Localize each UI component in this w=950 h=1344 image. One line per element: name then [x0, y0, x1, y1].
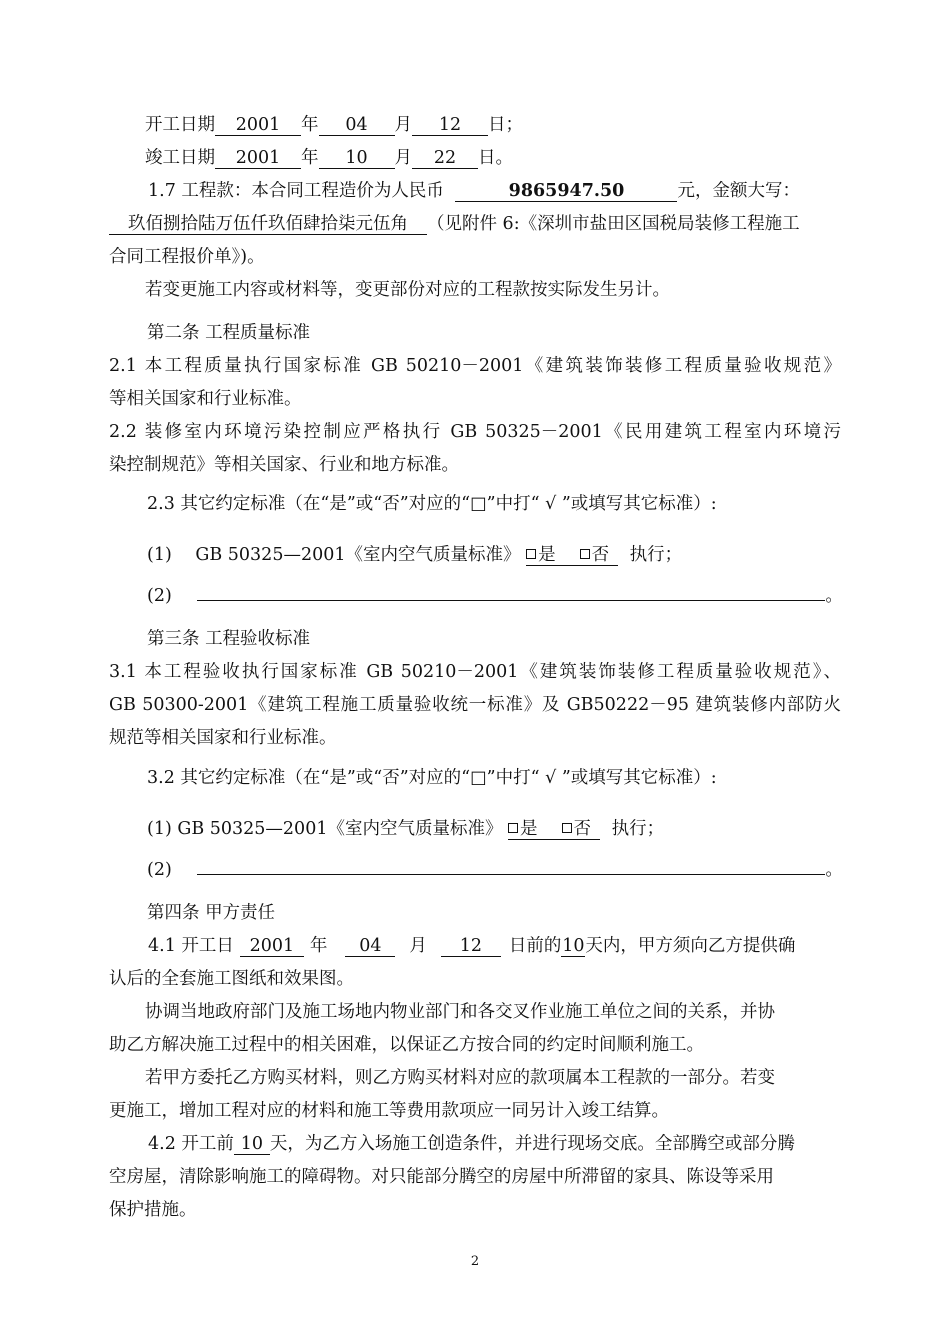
no-label: 否 — [591, 545, 610, 565]
article-3-title: 第三条 工程验收标准 — [147, 629, 311, 649]
article-4-title: 第四条 甲方责任 — [147, 903, 276, 923]
end-year: 2001 — [215, 149, 301, 169]
exec-label: 执行； — [611, 819, 665, 839]
contract-amount: 9865947.50 — [455, 182, 677, 202]
end-month: 10 — [319, 149, 395, 169]
start-day: 12 — [412, 116, 488, 136]
yes-no-choice — [508, 820, 600, 840]
yes-label: 是 — [538, 545, 556, 565]
start-year: 2001 — [240, 937, 304, 957]
clause-1-7-line1 — [148, 181, 800, 202]
entrust-line1: 若甲方委托乙方购买材料，则乙方购买材料对应的款项属本工程款的一部分。若变 — [145, 1068, 775, 1088]
yes-checkbox[interactable] — [508, 823, 518, 833]
no-checkbox[interactable] — [562, 823, 572, 833]
page-number: 2 — [470, 1254, 480, 1269]
month-char: 月 — [394, 115, 412, 135]
no-checkbox[interactable] — [580, 549, 590, 559]
start-month: 04 — [319, 116, 395, 136]
start-day: 12 — [441, 937, 501, 957]
item1-standard: GB 50325—2001《室内空气质量标准》 — [195, 545, 521, 565]
before-label: 日前的 — [508, 936, 562, 956]
month-char: 月 — [394, 148, 412, 168]
end-date-line — [145, 148, 513, 169]
start-date-label: 开工日期 — [145, 115, 215, 135]
period: 。 — [825, 860, 843, 880]
clause-2-2-line2: 染控制规范》等相关国家、行业和地方标准。 — [109, 455, 459, 475]
end-day-suffix: 日。 — [478, 148, 513, 168]
clause-2-2-line1: 2.2 装修室内环境污染控制应严格执行 GB 50325－2001《民用建筑工程室内环境污 — [109, 422, 841, 442]
clause-3-2-item1 — [147, 819, 664, 840]
period: 。 — [825, 586, 843, 606]
clause-3-2-item2 — [147, 860, 843, 880]
days-before-start: 10 — [234, 1135, 270, 1155]
clause-3-1-line3: 规范等相关国家和行业标准。 — [109, 728, 337, 748]
amount-in-words: 玖佰捌拾陆万伍仟玖佰肆拾柒元伍角 — [109, 215, 427, 235]
clause-3-1-line2: GB 50300-2001《建筑工程施工质量验收统一标准》及 GB50222－95 建筑装修内部防火 — [109, 695, 841, 715]
clause-3-2: 3.2 其它约定标准（在“是”或“否”对应的“□”中打“ √ ”或填写其它标准）: — [147, 768, 717, 788]
no-label: 否 — [573, 819, 592, 839]
clause-4-1-prefix: 4.1 开工日 — [148, 936, 234, 956]
clause-2-1-line2: 等相关国家和行业标准。 — [109, 389, 302, 409]
days-before: 10 — [562, 936, 585, 956]
yes-no-choice — [526, 546, 618, 566]
item-number: (2) — [147, 586, 172, 606]
clause-4-1-line2: 认后的全套施工图纸和效果图。 — [109, 969, 354, 989]
clause-1-7-prefix: 1.7 工程款：本合同工程造价为人民币 — [148, 181, 444, 201]
start-day-suffix: 日； — [488, 115, 523, 135]
clause-4-1-line1 — [148, 936, 795, 957]
clause-2-3: 2.3 其它约定标准（在“是”或“否”对应的“□”中打“ √ ”或填写其它标准）: — [147, 494, 717, 514]
yes-checkbox[interactable] — [526, 549, 536, 559]
clause-2-3-item1 — [147, 545, 682, 566]
end-day: 22 — [412, 149, 478, 169]
item2-blank[interactable] — [197, 599, 825, 601]
clause-2-1-line1: 2.1 本工程质量执行国家标准 GB 50210－2001《建筑装饰装修工程质量验收规范》 — [109, 356, 841, 376]
start-year: 2001 — [215, 116, 301, 136]
clause-4-2-rest: 天，为乙方入场施工创造条件，并进行现场交底。全部腾空或部分腾 — [269, 1134, 795, 1154]
item2-blank[interactable] — [197, 873, 825, 875]
article-2-title: 第二条 工程质量标准 — [147, 323, 311, 343]
clause-4-2-line2: 空房屋，清除影响施工的障碍物。对只能部分腾空的房屋中所滞留的家具、陈设等采用 — [109, 1167, 774, 1187]
year-char: 年 — [301, 115, 319, 135]
clause-4-2-line1 — [148, 1134, 795, 1155]
clause-4-2-line3: 保护措施。 — [109, 1200, 197, 1220]
clause-4-1-rest: 天内，甲方须向乙方提供确 — [585, 936, 796, 956]
item1-standard: (1) GB 50325—2001《室内空气质量标准》 — [147, 819, 503, 839]
year-char: 年 — [301, 148, 319, 168]
item-number: (2) — [147, 860, 172, 880]
clause-1-7-line3: 合同工程报价单》)。 — [109, 247, 265, 267]
yes-label: 是 — [520, 819, 538, 839]
end-date-label: 竣工日期 — [145, 148, 215, 168]
clause-1-7-line2 — [109, 214, 800, 235]
year-char: 年 — [309, 936, 328, 956]
change-paragraph: 若变更施工内容或材料等，变更部份对应的工程款按实际发生另计。 — [145, 280, 670, 300]
start-month: 04 — [345, 937, 395, 957]
clause-4-2-prefix: 4.2 开工前 — [148, 1134, 234, 1154]
clause-2-3-item2 — [147, 586, 843, 606]
item-number: (1) — [147, 545, 172, 565]
entrust-line2: 更施工，增加工程对应的材料和施工等费用款项应一同另计入竣工结算。 — [109, 1101, 669, 1121]
coordinate-line2: 助乙方解决施工过程中的相关困难，以保证乙方按合同的约定时间顺利施工。 — [109, 1035, 704, 1055]
coordinate-line1: 协调当地政府部门及施工场地内物业部门和各交叉作业施工单位之间的关系，并协 — [145, 1002, 775, 1022]
clause-1-7-suffix: 元，金额大写： — [677, 181, 800, 201]
start-date-line — [145, 115, 523, 136]
clause-1-7-attachment: （见附件 6:《深圳市盐田区国税局装修工程施工 — [427, 214, 800, 234]
clause-3-1-line1: 3.1 本工程验收执行国家标准 GB 50210－2001《建筑装饰装修工程质量验收规范》、 — [109, 662, 841, 682]
exec-label: 执行； — [629, 545, 683, 565]
month-char: 月 — [409, 936, 427, 956]
